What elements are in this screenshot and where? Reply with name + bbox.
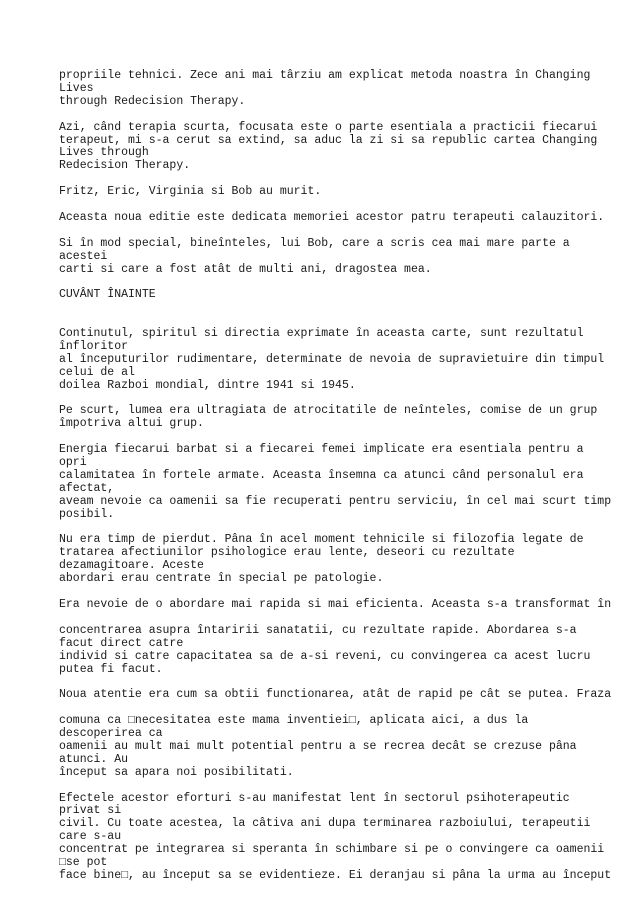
paragraph: Noua atentie era cum sa obtii functionarea, atât de rapid pe cât se putea. Fraza comuna ca □necesitatea este mama inventiei□, aplicata aici, a dus la descoperirea ca oamenii au mult mai mult potential pentru a se recrea decât se crezuse pâna atunci. Au început sa apara noi posibilitati.	[59, 688, 612, 779]
paragraph: Pe scurt, lumea era ultragiata de atrocitatile de neînteles, comise de un grup împotriva altui grup.	[59, 404, 598, 431]
paragraph: Fritz, Eric, Virginia si Bob au murit.	[59, 185, 322, 199]
paragraph: Era nevoie de o abordare mai rapida si mai eficienta. Aceasta s-a transformat în concentrarea asupra întaririi sanatatii, cu rezultate rapide. Abordarea s-a facut direct catre individ si catre capacitatea sa de a-si reveni, cu convingerea ca acest lucru putea fi facut.	[59, 598, 612, 676]
paragraph: Nu era timp de pierdut. Pâna în acel moment tehnicile si filozofia legate de tratarea afectiunilor psihologice erau lente, deseori cu rezultate dezamagitoare. Aceste abordari erau centrate în special pe patologie.	[59, 533, 584, 586]
paragraph: propriile tehnici. Zece ani mai târziu am explicat metoda noastra în Changing Lives through Redecision Therapy.	[59, 69, 591, 108]
section-heading: CUVÂNT ÎNAINTE	[59, 288, 156, 302]
paragraph: Azi, când terapia scurta, focusata este o parte esentiala a practicii fiecarui terapeut, mi s-a cerut sa extind, sa aduc la zi si sa republic cartea Changing Lives through Redecision Therapy.	[59, 120, 598, 173]
paragraph: Energia fiecarui barbat si a fiecarei femei implicate era esentiala pentru a opri calamitatea în fortele armate. Aceasta însemna ca atunci când personalul era afectat, aveam nevoie ca oamenii sa fie recuperati pentru serviciu, în cel mai scurt timp posibil.	[59, 443, 612, 521]
paragraph: Efectele acestor eforturi s-au manifestat lent în sectorul psihoterapeutic privat si civil. Cu toate acestea, la câtiva ani dupa terminarea razboiului, terapeutii care s-au concentrat pe integrarea si speranta în schimbare si pe o convingere ca oamenii □se pot face bine□, au început sa se evidentieze. Ei deranjau si pâna la urma au început	[59, 791, 612, 882]
paragraph: Aceasta noua editie este dedicata memoriei acestor patru terapeuti calauzitori.	[59, 210, 605, 224]
paragraph: Si în mod special, bineînteles, lui Bob, care a scris cea mai mare parte a acestei carti si care a fost atât de multi ani, dragostea mea.	[59, 236, 570, 276]
document-page	[59, 69, 612, 896]
paragraph: Continutul, spiritul si directia exprimate în aceasta carte, sunt rezultatul înfloritor al începuturilor rudimentare, determinate de nevoia de supravietuire din timpul celui de al doilea Razboi mondial, dintre 1941 si 1945.	[59, 327, 605, 392]
